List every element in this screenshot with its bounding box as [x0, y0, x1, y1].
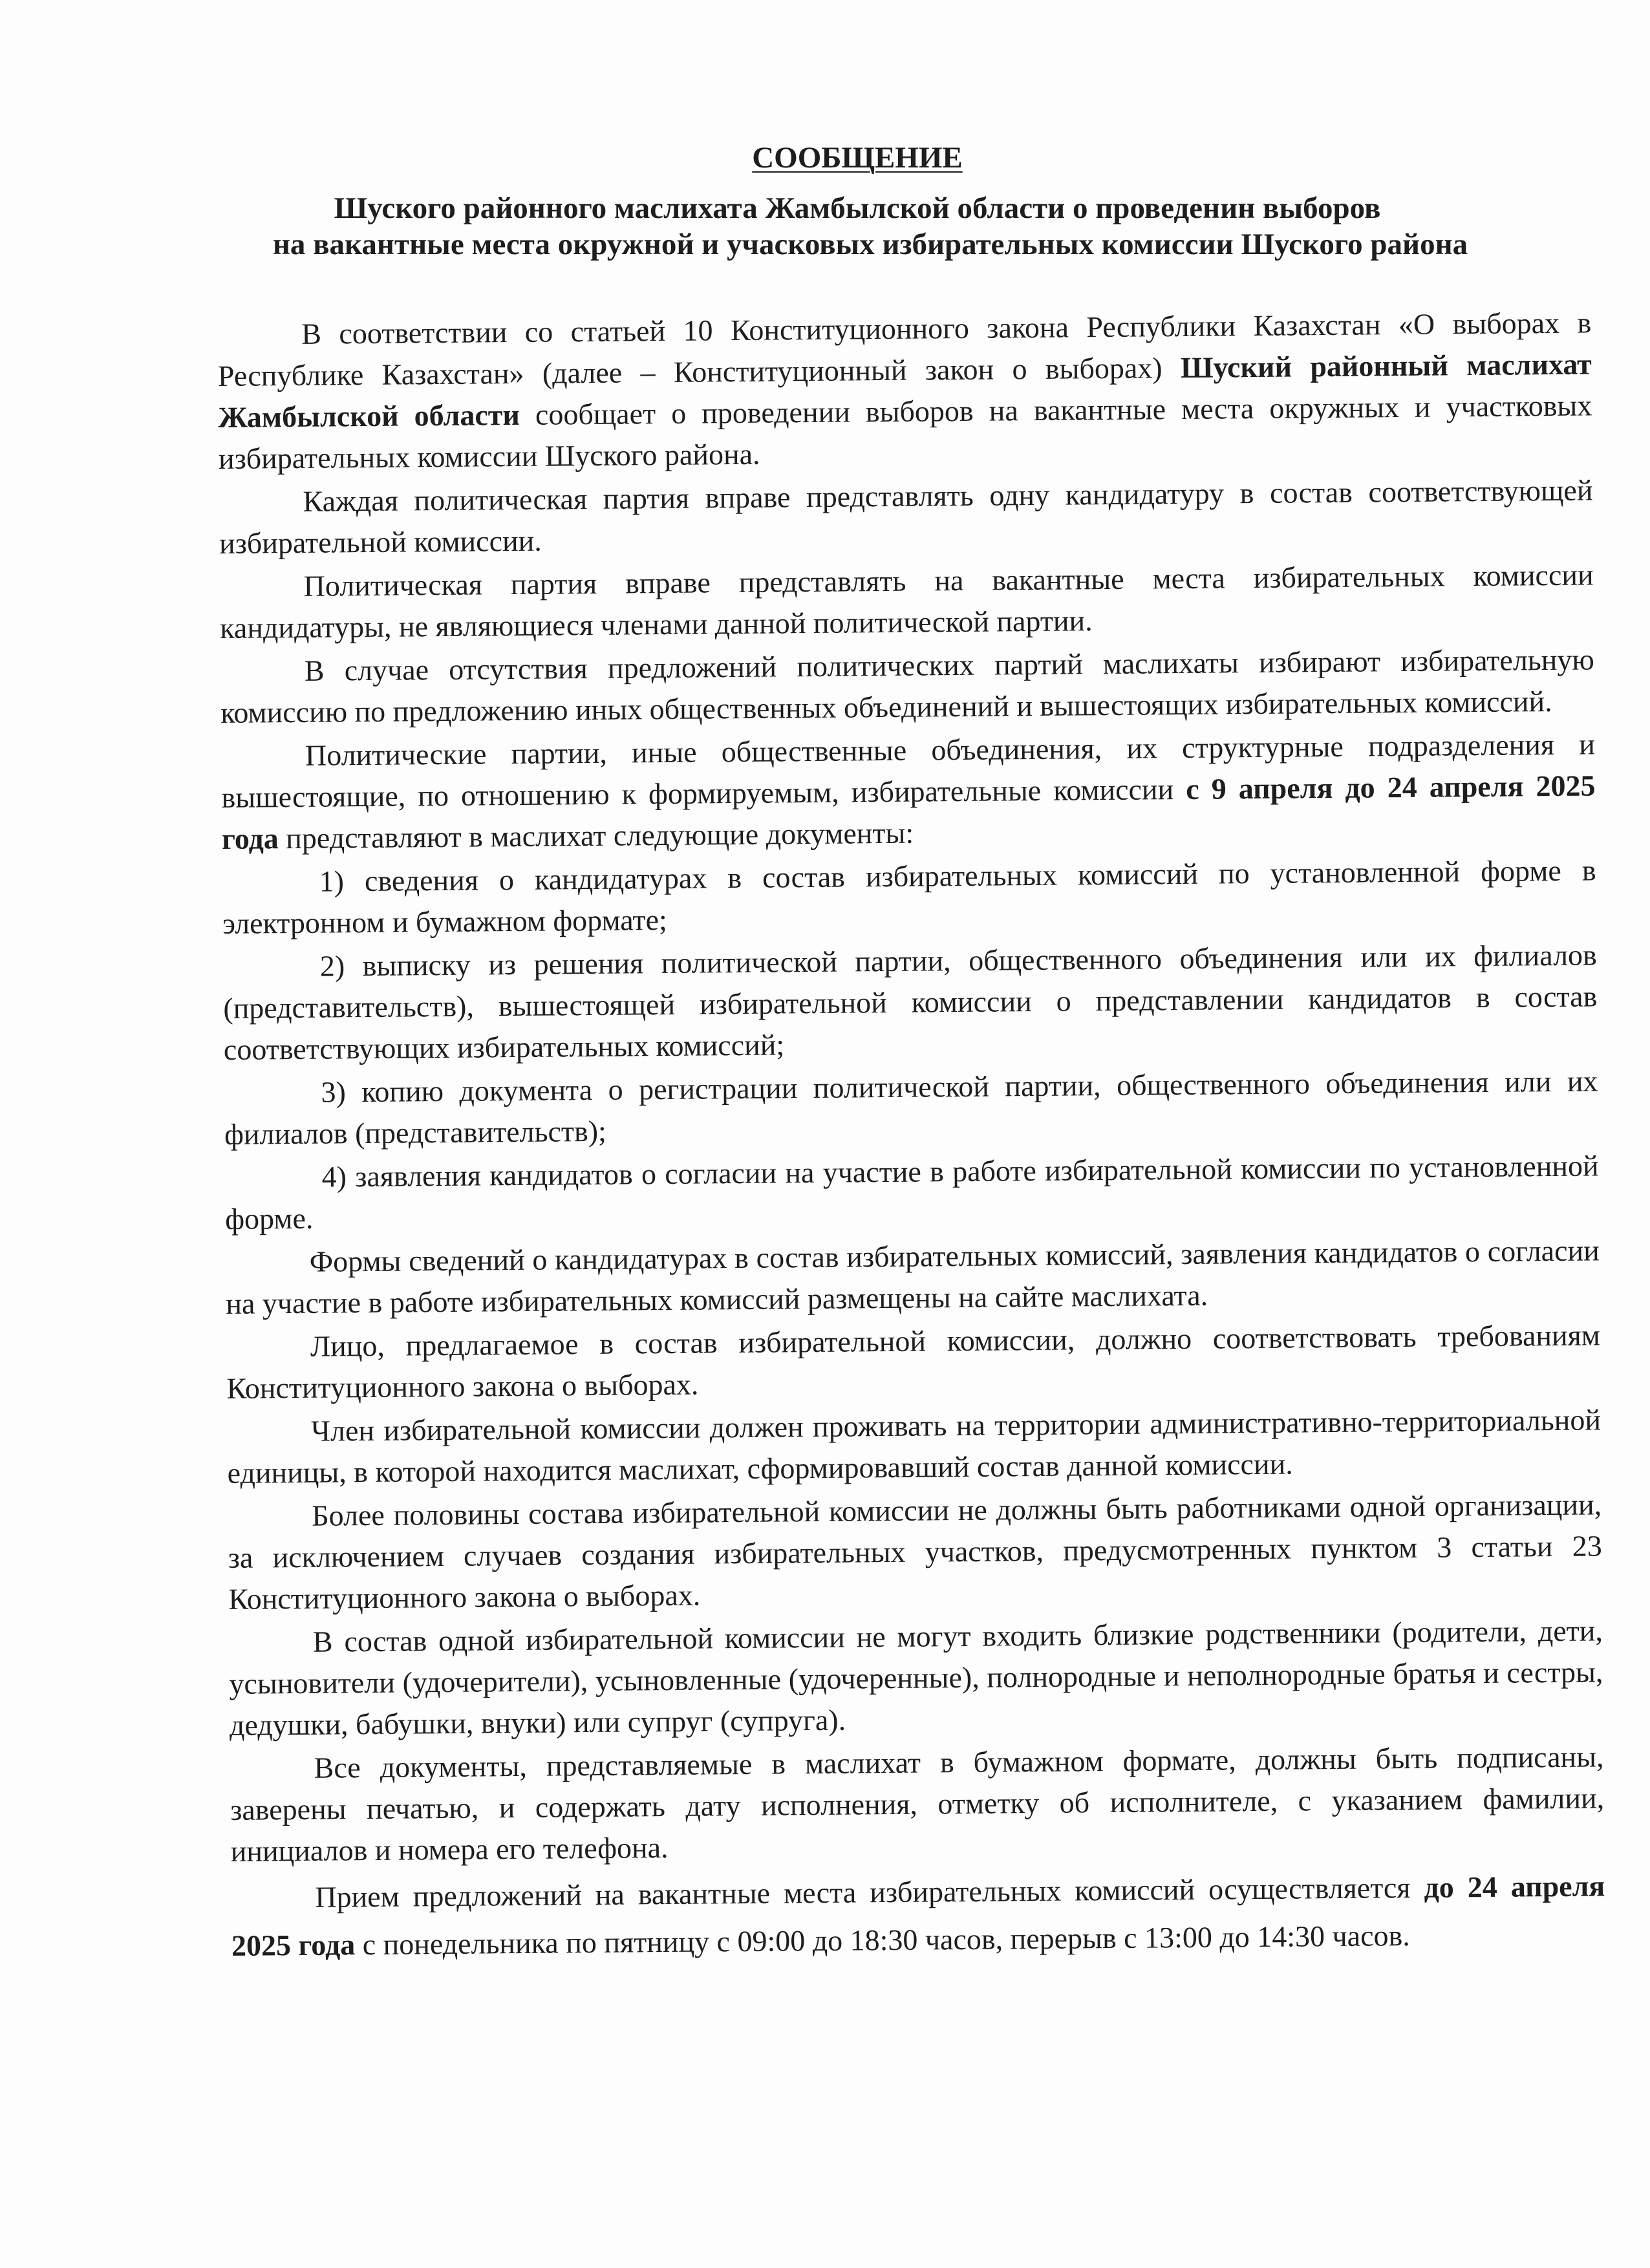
paragraph-absence-of-proposals: В случае отсутствия предложений политических партий маслихаты избирают избирательную комиссию по предложению иных общественных объединений и вышестоящих избирательных комиссий.	[220, 643, 1594, 729]
paragraph-residence: Член избирательной комиссии должен проживать на территории административно-территориальной единицы, в которой находится маслихат, сформировавший состав данной комиссии.	[227, 1403, 1602, 1490]
list-item: 4) заявления кандидатов о согласии на участие в работе избирательной комиссии по установленной форме.	[224, 1149, 1599, 1236]
document-subtitle-line-1: Шуского районного маслихата Жамбылской области о проведенин выборов	[334, 191, 1381, 225]
document-body	[217, 302, 1605, 1971]
paragraph-document-signing: Все документы, представляемые в маслихат в бумажном формате, должны быть подписаны, заверены печатью, и содержать дату исполнения, отметку об исполнителе, с указанием фамилии, инициалов и номера его телефона.	[230, 1740, 1605, 1868]
document-title: СООБЩЕНИЕ	[752, 141, 963, 175]
paragraph-requirements: Лицо, предлагаемое в состав избирательной комиссии, должно соответствовать требованиям Конституционного закона о выборах.	[226, 1318, 1601, 1405]
paragraph-non-members: Политическая партия вправе представлять на вакантные места избирательных комиссии кандидатуры, не являющиеся членами данной политической партии.	[220, 558, 1594, 645]
paragraph-documents-period: Политические партии, иные общественные объединения, их структурные подразделения и вышестоящие, по отношению к формируемым, избирательные комиссии с 9 апреля до 24 апреля 2025 года представляют в маслихат следующие документы:	[221, 727, 1596, 855]
maslikhat-name: Шуский районный маслихат Жамбылской области	[218, 347, 1592, 434]
reception-deadline: до 24 апреля 2025 года	[231, 1869, 1605, 1962]
paragraph-relatives: В состав одной избирательной комиссии не могут входить близкие родственники (родители, дети, усыновители (удочерители), усыновленные (удочеренные), полнородные и неполнородные братья и сестры, дедушки, бабушки, внуки) или супруг (супруга).	[229, 1614, 1603, 1742]
list-item: 1) сведения о кандидатурах в состав избирательных комиссий по установленной форме в электронном и бумажном формате;	[222, 853, 1596, 940]
paragraph-one-organization: Более половины состава избирательной комиссии не должны быть работниками одной организации, за исключением случаев создания избирательных участков, предусмотренных пунктом 3 статьи 23 Конституционного закона о выборах.	[228, 1488, 1602, 1616]
submission-period: с 9 апреля до 24 апреля 2025 года	[221, 769, 1596, 855]
list-item: 3) копию документа о регистрации политической партии, общественного объединения или их филиалов (представительств);	[224, 1064, 1598, 1151]
paragraph-intro: В соответствии со статьей 10 Конституционного закона Республики Казахстан «О выборах в Республике Казахстан» (далее – Конституционный закон о выборах) Шуский районный маслихат Жамбылской области сообщает о проведении выборов на вакантные места окружных и участковых избирательных комиссии Шуского района.	[217, 306, 1592, 475]
list-item: 2) выписку из решения политической партии, общественного объединения или их филиалов (представительств), вышестоящей избирательной комиссии о представлении кандидатов в состав соответствующих избирательных комиссий;	[223, 938, 1598, 1066]
document-subtitle-line-2: на вакантные места окружной и учасковых избирательных комиссии Шуского района	[272, 228, 1468, 261]
paragraph-party-right: Каждая политическая партия вправе представлять одну кандидатуру в состав соответствующей избирательной комиссии.	[219, 473, 1593, 560]
paragraph-forms: Формы сведений о кандидатурах в состав избирательных комиссий, заявления кандидатов о согласии на участие в работе избирательных комиссий размещены на сайте маслихата.	[226, 1234, 1600, 1320]
paragraph-reception-hours: Прием предложений на вакантные места избирательных комиссий осуществляется до 24 апреля 2025 года с понедельника по пятницу с 09:00 до 18:30 часов, перерыв с 13:00 до 14:30 часов.	[231, 1869, 1605, 1962]
